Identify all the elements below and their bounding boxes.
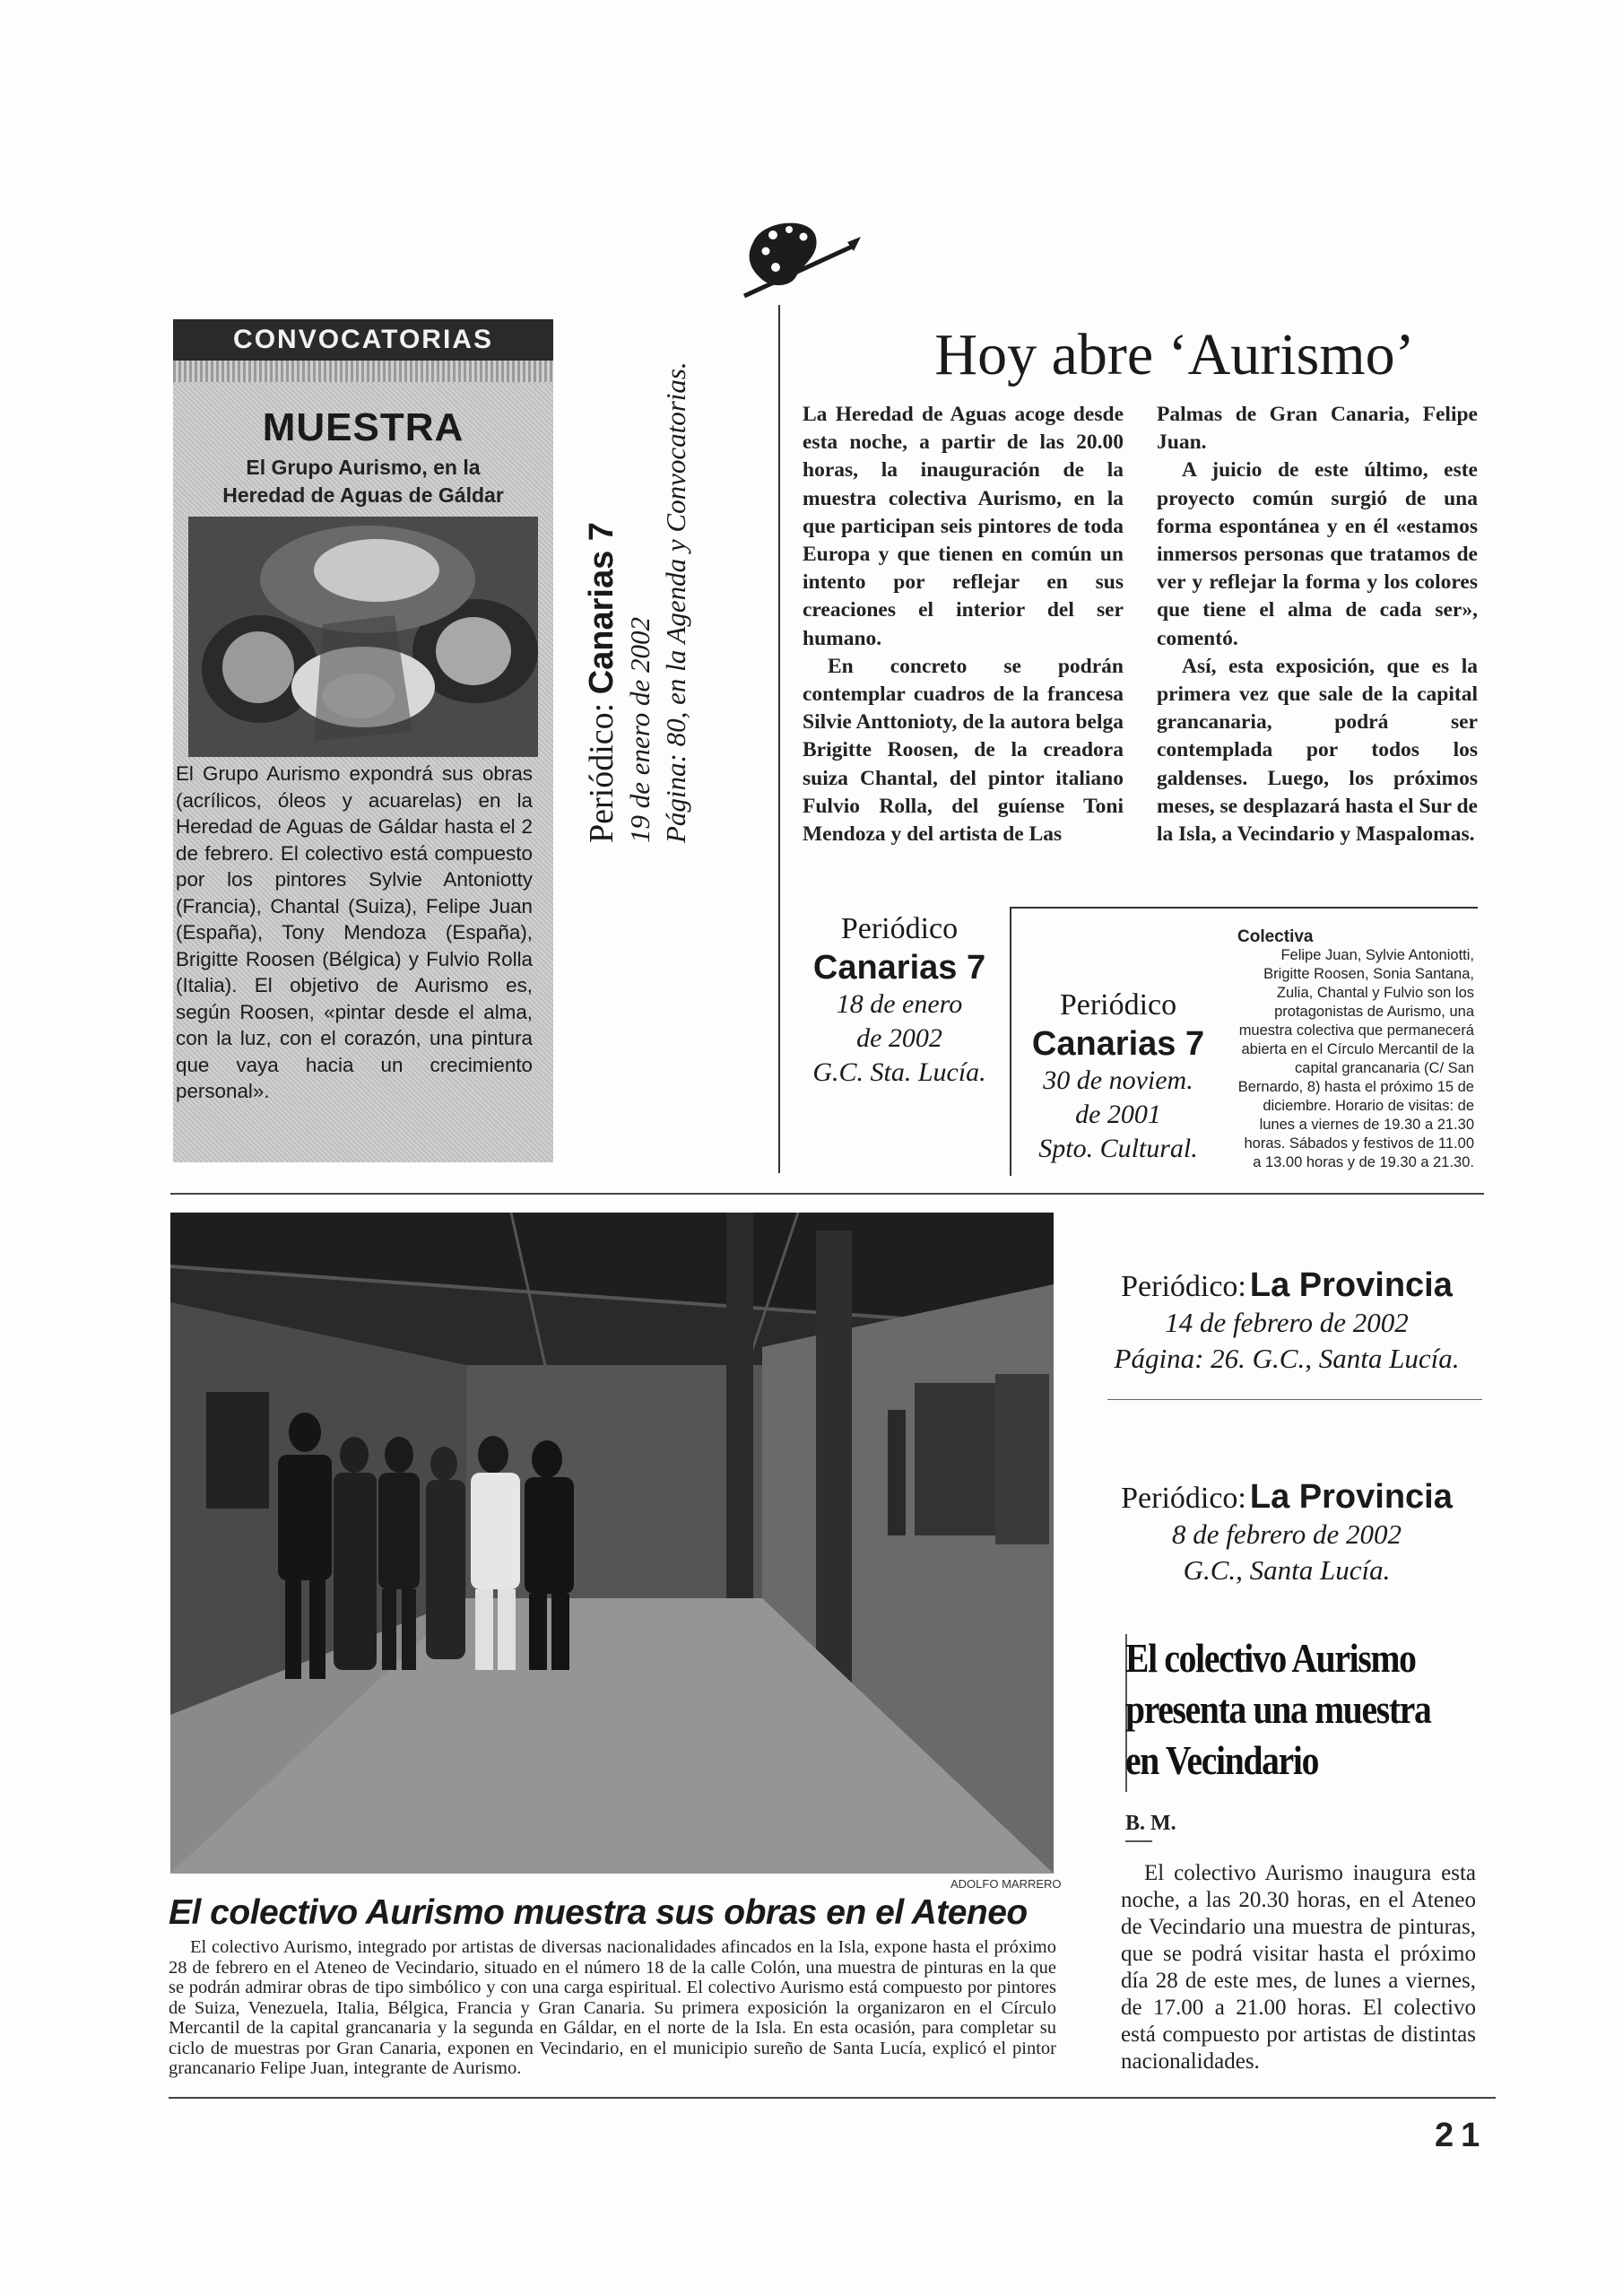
convocatorias-subheader-strip — [173, 361, 553, 382]
rotated-citation-line1 — [581, 359, 622, 843]
citation-canarias7-jan — [796, 910, 1002, 1090]
vecindario-headline — [1125, 1632, 1449, 1786]
convocatorias-subtitle-line1: El Grupo Aurismo, en la — [246, 456, 481, 479]
colectiva-box-top-rule — [1010, 907, 1478, 909]
convocatorias-subtitle-line2: Heredad de Aguas de Gáldar — [222, 483, 504, 507]
byline-rule — [1125, 1840, 1152, 1842]
citation-date: 14 de febrero de 2002 — [1165, 1307, 1409, 1338]
gallery-group-photo — [170, 1213, 1054, 1874]
citation-place: G.C. Sta. Lucía. — [812, 1057, 986, 1087]
colectiva-notice — [1237, 927, 1474, 1172]
rotated-citation-date: 19 de enero de 2002 — [624, 617, 655, 843]
hoy-abre-col1-p2: En concreto se podrán contemplar cuadros de la francesa Silvie Anttonioty, de la autora belga Brigitte Roosen, de la creadora suiza Chantal, del pintor italiano Fulvio Rolla, del guíense Toni Mendoza y del artista de Las — [803, 654, 1124, 847]
citation-label: Periódico: — [1121, 1482, 1246, 1515]
photo-credit: ADOLFO MARRERO — [950, 1877, 1062, 1891]
ateneo-body-paragraph: El colectivo Aurismo, integrado por artistas de diversas nacionalidades afincados en la Isla, expone hasta el próximo 28 de febrero en el Ateneo de Vecindario, situado en el número 18 de la calle Colón, una muestra de pinturas en la que se podrán admirar obras de tipo simbólico y con una carga espiritual. El colectivo Aurismo está compuesto por pintores de Suiza, Venezuela, Italia, Bélgica, Francia y Gran Canaria. Su primera exposición la organizaron en el Círculo Mercantil de la capital grancanaria y la segunda en Gáldar, en el norte de la Isla. En esta ocasión, para completar su ciclo de muestras por Gran Canaria, exponen en Vecindario, en el municipio sureño de Santa Lucía, explicó el pintor grancanario Felipe Juan, integrante de Aurismo. — [169, 1937, 1056, 2078]
colectiva-box-left-rule — [1010, 907, 1011, 1176]
citation-date-line1: 30 de noviem. — [1043, 1065, 1193, 1095]
citation-place: G.C., Santa Lucía. — [1183, 1554, 1391, 1586]
citation-la-provincia-8feb — [1076, 1478, 1497, 1588]
hoy-abre-column-1 — [803, 401, 1124, 848]
hoy-abre-title: Hoy abre ‘Aurismo’ — [934, 322, 1415, 387]
vecindario-body-paragraph: El colectivo Aurismo inaugura esta noche, a las 20.30 horas, en el Ateneo de Vecindario una muestra de pinturas, que se podrá visitar hasta el próximo día 28 de este mes, de lunes a viernes, de 17.00 a 21.00 horas. El colectivo está compuesto por artistas de distintas nacionalidades. — [1121, 1861, 1476, 2074]
citation-label: Periódico: — [1121, 1270, 1246, 1303]
convocatorias-header: CONVOCATORIAS — [173, 319, 553, 361]
hoy-abre-col2-p3: Así, esta exposición, que es la primera vez que sale de la capital grancanaria, podrá ser contemplada por todos los galdenses. Luego, los próximos meses, se desplazará hasta el Sur de la Isla, a Vecindario y Maspalomas. — [1157, 654, 1478, 847]
citation-divider — [1107, 1399, 1482, 1400]
vecindario-body — [1121, 1860, 1476, 2075]
rotated-citation-page: Página: 80, en la Agenda y Convocatorias. — [660, 361, 691, 843]
artwork-photo — [188, 517, 538, 757]
colectiva-heading: Colectiva — [1237, 927, 1314, 946]
convocatorias-body: El Grupo Aurismo expondrá sus obras (acrílicos, óleos y acuarelas) en la Heredad de Aguas de Gáldar hasta el 2 de febrero. El colectivo está compuesto por los pintores Sylvie Antoniotty (Francia), Chantal (Suiza), Felipe Juan (España), Tony Mendoza (España), Brigitte Roosen (Bélgica) y Fulvio Rolla (Italia). El objetivo de Aurismo es, según Roosen, «pintar desde el alma, con la luz, con el corazón, una pintura que vaya hacia un crecimiento personal». — [176, 762, 533, 1102]
convocatorias-title: MUESTRA — [262, 405, 464, 449]
citation-date-line1: 18 de enero — [836, 989, 963, 1019]
citation-la-provincia-14feb — [1076, 1266, 1497, 1377]
citation-paper: La Provincia — [1249, 1266, 1453, 1304]
citation-date: 8 de febrero de 2002 — [1172, 1518, 1402, 1550]
citation-page: Página: 26. G.C., Santa Lucía. — [1114, 1343, 1460, 1374]
hoy-abre-column-2 — [1157, 401, 1478, 848]
convocatorias-subtitle — [173, 454, 553, 509]
citation-date-line2: de 2002 — [856, 1023, 942, 1053]
citation-canarias7-nov — [1015, 987, 1221, 1166]
ateneo-headline: El colectivo Aurismo muestra sus obras en el Ateneo — [169, 1893, 1028, 1932]
citation-date-line2: de 2001 — [1075, 1100, 1161, 1129]
rotated-citation-label: Periódico: — [583, 702, 621, 843]
vecindario-headline-line1: El colectivo Aurismo — [1125, 1635, 1416, 1681]
citation-place: Spto. Cultural. — [1038, 1134, 1198, 1163]
vecindario-byline: B. M. — [1125, 1812, 1176, 1835]
hoy-abre-col2-p1: Palmas de Gran Canaria, Felipe Juan. — [1157, 403, 1478, 455]
citation-paper: Canarias 7 — [812, 949, 986, 987]
palette-icon — [726, 215, 861, 305]
citation-paper: Canarias 7 — [1031, 1025, 1205, 1063]
hoy-abre-col1-p1: La Heredad de Aguas acoge desde esta noche, a partir de las 20.00 horas, la inauguración de la muestra colectiva Aurismo, en la que participan seis pintores de toda Europa y que tienen en común un intento por reflejar en sus creaciones el interior del ser humano. — [803, 403, 1124, 650]
rotated-citation — [581, 359, 716, 843]
vertical-divider — [778, 305, 780, 1173]
hoy-abre-col2-p2: A juicio de este último, este proyecto común surgió de una forma espontánea y en él «estamos inmersos personas que tratamos de ver y reflejar la forma y los colores que tiene el alma de cada ser», comentó. — [1157, 458, 1478, 650]
horizontal-divider-bottom — [169, 2097, 1496, 2099]
citation-label: Periódico — [1059, 988, 1177, 1022]
ateneo-body — [169, 1937, 1056, 2079]
horizontal-divider-top — [170, 1193, 1484, 1195]
page-number: 21 — [1435, 2117, 1488, 2154]
citation-paper: La Provincia — [1249, 1478, 1453, 1516]
citation-label: Periódico — [840, 912, 959, 945]
vecindario-headline-line3: en Vecindario — [1125, 1737, 1319, 1783]
colectiva-body: Felipe Juan, Sylvie Antoniotti, Brigitte Roosen, Sonia Santana, Zulia, Chantal y Fulvio son los protagonistas de Aurismo, una muestra colectiva que permanecerá abierta en el Círculo Mercantil de la capital grancanaria (C/ San Bernardo, 8) hasta el próximo 15 de diciembre. Horario de visitas: de lunes a viernes de 19.30 a 21.30 horas. Sábados y festivos de 11.00 a 13.00 horas y de 19.30 a 21.30. — [1237, 947, 1474, 1170]
vecindario-headline-line2: presenta una muestra — [1125, 1686, 1431, 1732]
rotated-citation-paper: Canarias 7 — [583, 522, 621, 695]
